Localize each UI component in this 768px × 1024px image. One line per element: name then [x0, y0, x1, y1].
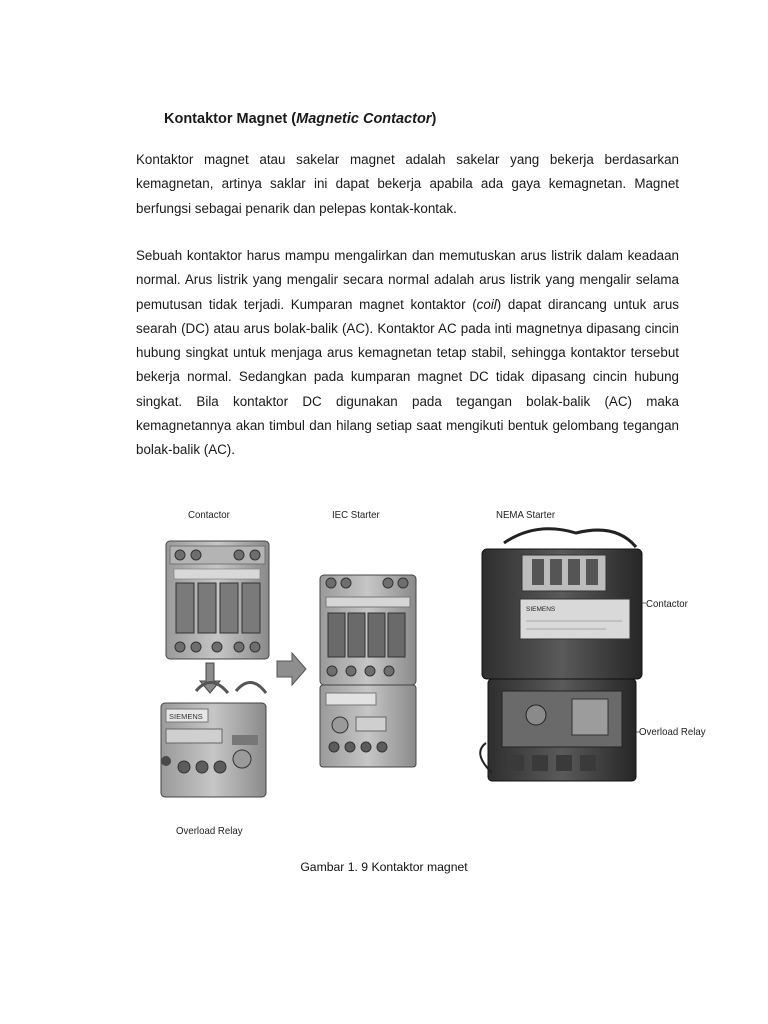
- label-overload-relay: Overload Relay: [176, 825, 243, 837]
- heading-prefix: Kontaktor Magnet (: [164, 111, 297, 127]
- label-nema-contactor: Contactor: [646, 598, 688, 610]
- paragraph-1: Kontaktor magnet atau sakelar magnet adalah sakelar yang bekerja berdasarkan kemagnetan, artinya saklar ini dapat bekerja apabila ada gaya kemagnetan. Magnet berfungsi sebagai penarik dan pelepas kontak-kontak.: [136, 152, 679, 216]
- figure-illustration: [136, 503, 721, 855]
- label-nema-overload-relay: Overload Relay: [639, 726, 706, 738]
- figure-caption: Gambar 1. 9 Kontaktor magnet: [300, 860, 468, 874]
- label-nema-starter: NEMA Starter: [496, 509, 556, 521]
- contactor-illustration: [166, 541, 269, 693]
- label-iec-starter: IEC Starter: [332, 509, 380, 521]
- arrow-icon: [277, 653, 306, 685]
- heading-suffix: ): [431, 111, 437, 127]
- paragraph-2-text-b: ) dapat dirancang untuk arus searah (DC) atau arus bolak-balik (AC). Kontaktor AC pada inti magnetnya dipasang cincin hubung singkat untuk menjaga arus kemagnetan tetap stabil, sehingga kontaktor tersebut bekerja normal. Sedangkan pada kumparan magnet DC tidak dipasang cincin hubung singkat. Bila kontaktor DC digunakan pada tegangan bolak-balik (AC) maka kemagnetannya akan timbul dan hilang setiap saat mengikuti bentuk gelombang tegangan bolak-balik (AC).: [136, 296, 679, 458]
- paragraph-2: [136, 244, 679, 463]
- nema-starter-illustration: [480, 529, 642, 781]
- section-heading: [164, 111, 436, 127]
- contactor-figure: [136, 503, 721, 855]
- nema-brand-text: SIEMENS: [526, 606, 556, 613]
- label-contactor: Contactor: [188, 509, 230, 521]
- paragraph-2-text-a: Sebuah kontaktor harus mampu mengalirkan dan memutuskan arus listrik dalam keadaan normal. Arus listrik yang mengalir secara normal adalah arus listrik yang mengalir selama pemutusan tidak terjadi. Kumparan magnet kontaktor (: [136, 248, 679, 312]
- overload-relay-illustration: [161, 682, 266, 797]
- iec-starter-illustration: [320, 575, 416, 767]
- coil-term: coil: [476, 296, 497, 312]
- heading-italic: Magnetic Contactor: [296, 111, 432, 127]
- relay-brand-text: SIEMENS: [169, 712, 203, 721]
